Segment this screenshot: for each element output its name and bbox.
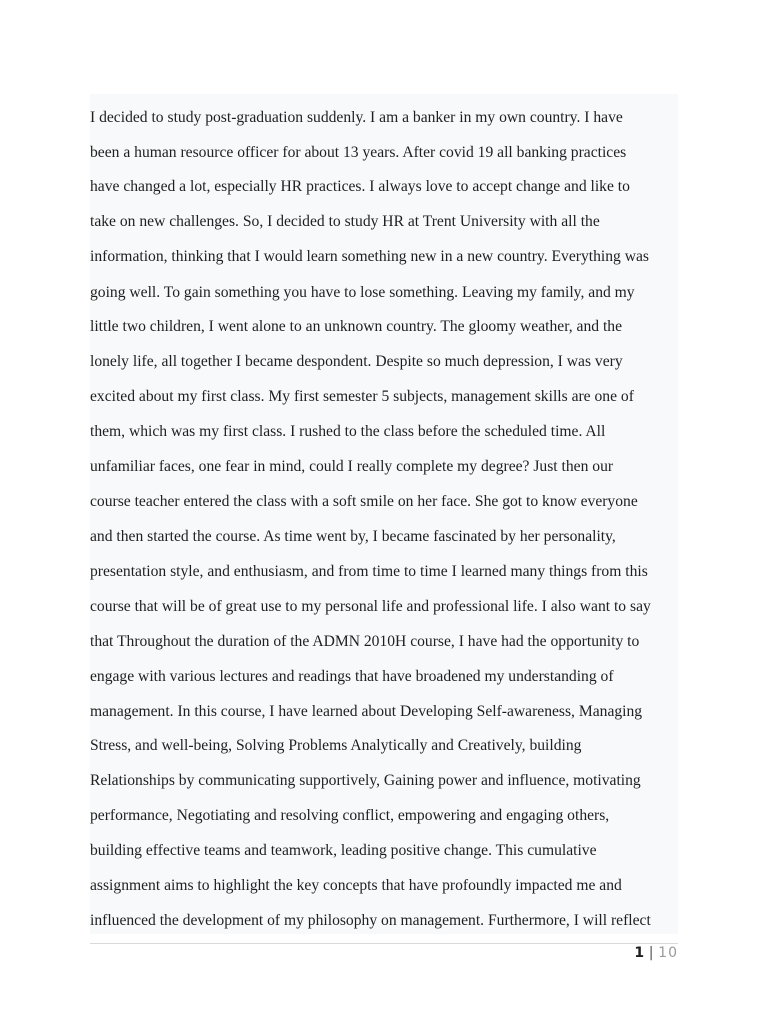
text-line: lonely life, all together I became despondent. Despite so much depression, I was very	[90, 353, 623, 370]
text-line: presentation style, and enthusiasm, and from time to time I learned many things from this	[90, 563, 648, 580]
text-line: performance, Negotiating and resolving conflict, empowering and engaging others,	[90, 807, 610, 824]
footer-divider	[90, 943, 678, 944]
text-line: and then started the course. As time went by, I became fascinated by her personality,	[90, 528, 616, 545]
text-line: building effective teams and teamwork, leading positive change. This cumulative	[90, 842, 597, 859]
text-line: Relationships by communicating supportively, Gaining power and influence, motivating	[90, 772, 641, 789]
body-text	[90, 94, 678, 934]
text-line: unfamiliar faces, one fear in mind, could I really complete my degree? Just then our	[90, 458, 614, 475]
text-line: take on new challenges. So, I decided to study HR at Trent University with all the	[90, 213, 600, 230]
text-line: assignment aims to highlight the key concepts that have profoundly impacted me and	[90, 877, 622, 894]
page-total: 10	[658, 945, 678, 961]
text-line: little two children, I went alone to an unknown country. The gloomy weather, and the	[90, 318, 623, 335]
text-line: that Throughout the duration of the ADMN 2010H course, I have had the opportunity to	[90, 633, 640, 650]
text-line: excited about my first class. My first semester 5 subjects, management skills are one of	[90, 388, 634, 405]
text-line: them, which was my first class. I rushed to the class before the scheduled time. All	[90, 423, 606, 440]
page-separator: |	[648, 945, 654, 961]
text-line: course teacher entered the class with a soft smile on her face. She got to know everyone	[90, 493, 638, 510]
page-number	[634, 945, 678, 961]
text-line: I decided to study post-graduation suddenly. I am a banker in my own country. I have	[90, 109, 623, 126]
text-line: influenced the development of my philosophy on management. Furthermore, I will reflect	[90, 912, 651, 929]
text-line: been a human resource officer for about 13 years. After covid 19 all banking practices	[90, 144, 627, 161]
text-line: Stress, and well-being, Solving Problems Analytically and Creatively, building	[90, 737, 582, 754]
text-line: course that will be of great use to my personal life and professional life. I also want to say	[90, 598, 651, 615]
text-line: information, thinking that I would learn something new in a new country. Everything was	[90, 248, 649, 265]
page-current: 1	[634, 945, 645, 961]
text-line: management. In this course, I have learned about Developing Self-awareness, Managing	[90, 703, 643, 720]
text-line: engage with various lectures and readings that have broadened my understanding of	[90, 668, 614, 685]
text-line: going well. To gain something you have to lose something. Leaving my family, and my	[90, 284, 635, 301]
text-line: have changed a lot, especially HR practices. I always love to accept change and like to	[90, 178, 630, 195]
